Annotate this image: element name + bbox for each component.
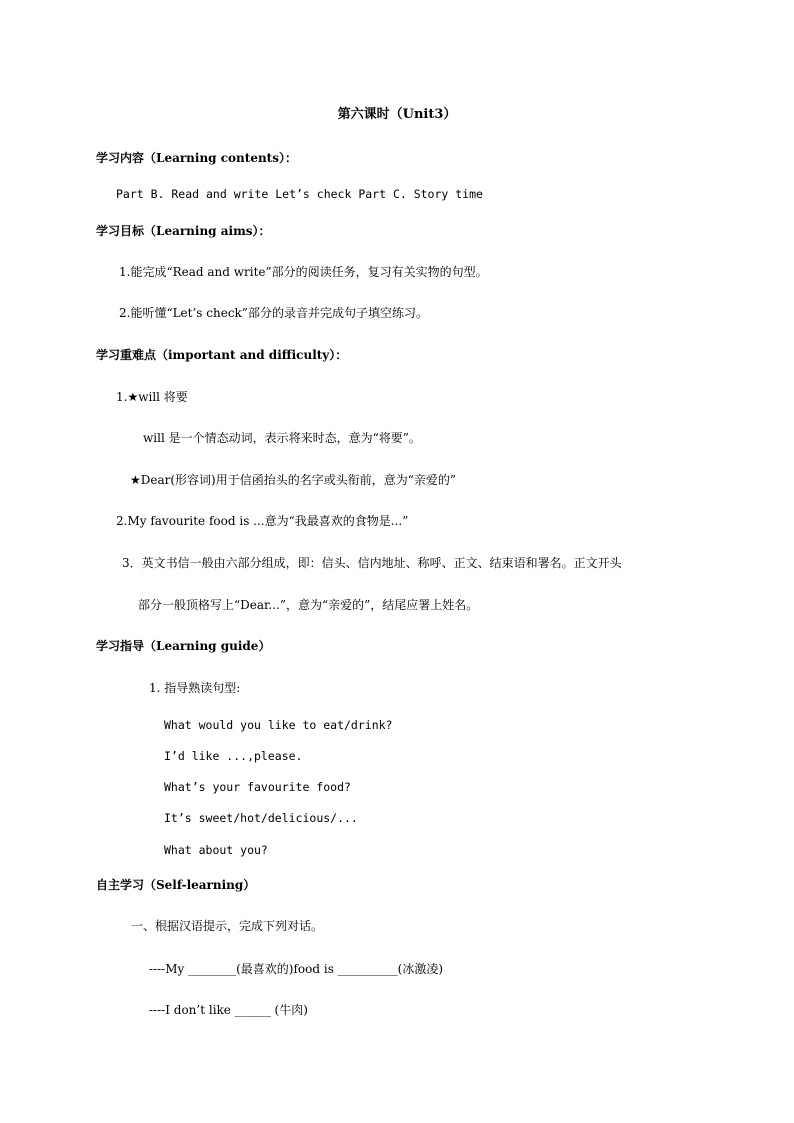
guide-heading: 学习指导（Learning guide） — [96, 639, 271, 653]
aims-item-1: 1.能完成“Read and write”部分的阅读任务，复习有关实物的句型。 — [119, 265, 488, 279]
guide-sentence-3: What’s your favourite food? — [164, 780, 351, 794]
guide-sentence-4: It’s sweet/hot/delicious/... — [164, 811, 358, 825]
contents-heading: 学习内容（Learning contents）： — [96, 151, 297, 165]
difficulty-item-4: 2.My favourite food is ...意为“我最喜欢的食物是...” — [116, 514, 409, 528]
guide-subheading: 1. 指导熟读句型: — [149, 681, 241, 695]
difficulty-item-2: will 是一个情态动词，表示将来时态，意为“将要”。 — [143, 431, 421, 445]
guide-sentence-2: I’d like ...,please. — [164, 749, 303, 763]
guide-sentence-5: What about you? — [164, 843, 268, 857]
difficulty-item-3: ★Dear(形容词)用于信函抬头的名字或头衔前，意为“亲爱的” — [130, 473, 457, 487]
aims-heading: 学习目标（Learning aims）： — [96, 224, 271, 238]
self-learning-instruction: 一、根据汉语提示，完成下列对话。 — [131, 919, 324, 933]
contents-text: Part B. Read and write Let’s check Part C. Story time — [116, 187, 483, 201]
guide-sentence-1: What would you like to eat/drink? — [164, 718, 393, 732]
self-learning-line-2: ----I don’t like ______ (牛肉) — [149, 1003, 308, 1017]
difficulty-item-5: 3．英文书信一般由六部分组成，即：信头、信内地址、称呼、正文、结束语和署名。正文开头 — [122, 556, 622, 570]
difficulty-heading: 学习重难点（important and difficulty）： — [96, 348, 348, 362]
page-title: 第六课时（Unit3） — [337, 107, 457, 122]
aims-item-2: 2.能听懂“Let’s check”部分的录音并完成句子填空练习。 — [119, 306, 428, 320]
self-learning-line-1: ----My ________(最喜欢的)food is __________(冰激凌) — [149, 962, 444, 976]
self-learning-heading: 自主学习（Self-learning） — [96, 878, 256, 892]
difficulty-item-1: 1.★will 将要 — [116, 390, 188, 404]
difficulty-item-6: 部分一般顶格写上“Dear...”，意为“亲爱的”，结尾应署上姓名。 — [138, 598, 479, 612]
